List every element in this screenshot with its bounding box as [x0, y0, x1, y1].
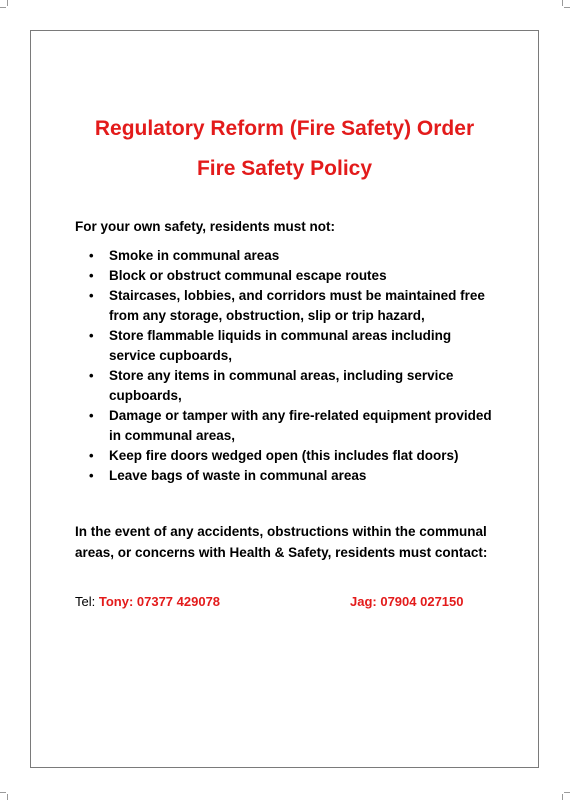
- list-item: [75, 286, 500, 326]
- list-item: [75, 466, 500, 486]
- rule-text: Store flammable liquids in communal areas including service cupboards,: [109, 328, 452, 363]
- list-item: [75, 326, 500, 366]
- crop-mark: [0, 792, 6, 793]
- bullet-icon: •: [89, 248, 94, 263]
- contact-note: In the event of any accidents, obstructions within the communal areas, or concerns with Health & Safety, residents must contact:: [75, 524, 488, 560]
- rule-text: Staircases, lobbies, and corridors must be maintained free from any storage, obstruction, slip or trip hazard,: [109, 288, 485, 323]
- bullet-icon: •: [89, 268, 94, 283]
- list-item: [75, 366, 500, 406]
- list-item: [75, 446, 500, 466]
- rules-list: [75, 246, 500, 486]
- list-item: [75, 406, 500, 446]
- tel-label: Tel:: [75, 594, 96, 609]
- crop-mark: [7, 0, 8, 6]
- bullet-icon: •: [89, 368, 94, 383]
- crop-mark: [0, 7, 6, 8]
- contact-row-tony: [75, 594, 220, 609]
- contact-jag: Jag: 07904 027150: [350, 594, 464, 609]
- bullet-icon: •: [89, 408, 94, 423]
- bullet-icon: •: [89, 448, 94, 463]
- bullet-icon: •: [89, 288, 94, 303]
- crop-mark: [564, 7, 570, 8]
- crop-mark: [562, 794, 563, 800]
- page-title: Regulatory Reform (Fire Safety) Order: [94, 117, 475, 140]
- intro-text: For your own safety, residents must not:: [75, 219, 336, 234]
- rule-text: Leave bags of waste in communal areas: [109, 468, 367, 483]
- rule-text: Keep fire doors wedged open (this includes flat doors): [109, 448, 459, 463]
- contact-tony: Tony: 07377 429078: [98, 594, 221, 609]
- list-item: [75, 266, 500, 286]
- crop-mark: [564, 792, 570, 793]
- crop-mark: [562, 0, 563, 6]
- list-item: [75, 246, 500, 266]
- rule-text: Store any items in communal areas, including service cupboards,: [109, 368, 454, 403]
- rule-text: Damage or tamper with any fire-related equipment provided in communal areas,: [109, 408, 492, 443]
- bullet-icon: •: [89, 468, 94, 483]
- bullet-icon: •: [89, 328, 94, 343]
- contact-row-jag: [350, 594, 463, 609]
- crop-mark: [7, 794, 8, 800]
- page-subtitle: Fire Safety Policy: [196, 157, 373, 180]
- rule-text: Block or obstruct communal escape routes: [109, 268, 387, 283]
- rule-text: Smoke in communal areas: [109, 248, 280, 263]
